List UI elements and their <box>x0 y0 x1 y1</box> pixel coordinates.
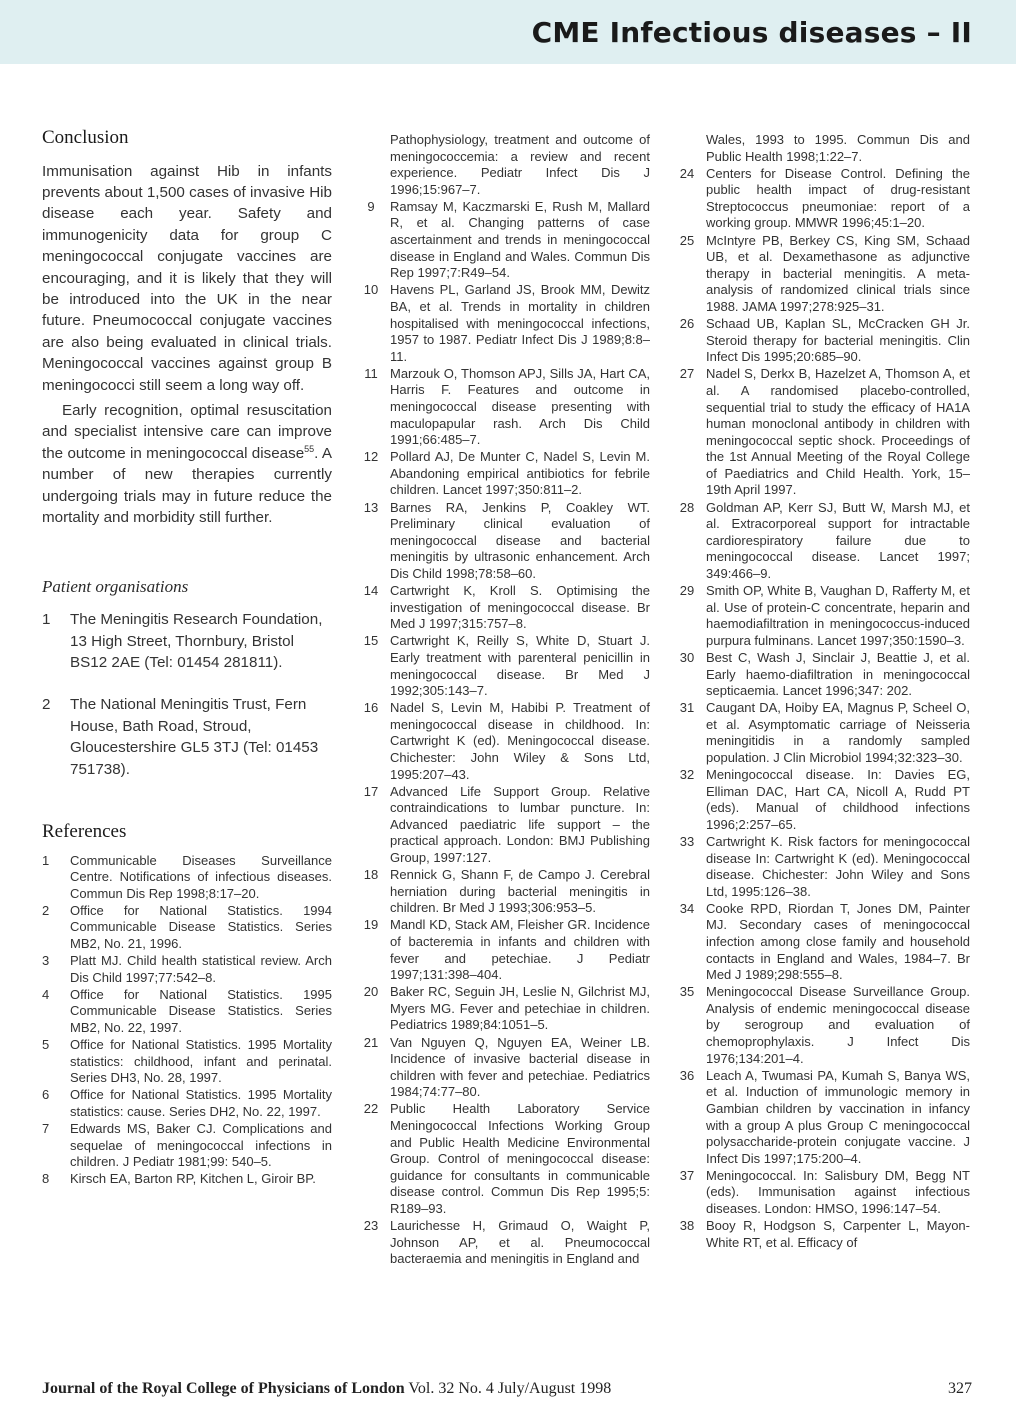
reference-number: 26 <box>679 316 695 332</box>
reference-item <box>676 834 970 900</box>
references-heading: References <box>42 820 127 842</box>
reference-number: 27 <box>679 366 695 382</box>
reference-number: 10 <box>363 282 379 298</box>
reference-number: 6 <box>42 1087 50 1103</box>
reference-number: 31 <box>679 700 695 716</box>
header-banner <box>0 0 1016 64</box>
reference-text: Schaad UB, Kaplan SL, McCracken GH Jr. Steroid therapy for bacterial meningitis. Clin Infect Dis 1995;20:685–90. <box>706 316 970 365</box>
reference-number: 33 <box>679 833 695 849</box>
reference-text: Meningococcal disease. In: Davies EG, Elliman DAC, Hart CA, Nicoll A, Rudd PT (eds). Manual of childhood infections 1996;2:257–65. <box>706 767 970 832</box>
reference-text: Best C, Wash J, Sinclair J, Beattie J, et al. Early haemo-diafiltration in meningococcal septicaemia. Lancet 1996;347: 202. <box>706 649 970 699</box>
reference-number: 7 <box>42 1121 50 1137</box>
reference-text: Smith OP, White B, Vaughan D, Rafferty M, et al. Use of protein-C concentrate, heparin and haemodiafiltration in meningococcus-induced purpura fulminans. Lancet 1997;350:1590–3. <box>706 583 970 648</box>
reference-item <box>42 987 332 1037</box>
reference-text: Cartwright K. Risk factors for meningococcal disease In: Cartwright K (ed). Meningococcal disease. Chichester: John Wiley and Sons Ltd, 1995:126–38. <box>706 833 970 899</box>
reference-item <box>676 1068 970 1168</box>
reference-text: Cartwright K, Kroll S. Optimising the investigation of meningococcal disease. Br Med J 1997;315:757–8. <box>390 583 650 632</box>
reference-text: Barnes RA, Jenkins P, Coakley WT. Preliminary clinical evaluation of meningococcal disease and bacterial meningitis by ultrasonic enhancement. Arch Dis Child 1998;78:58–60. <box>390 499 650 581</box>
reference-item <box>42 1171 332 1188</box>
reference-number: 38 <box>679 1218 695 1234</box>
reference-item <box>360 1218 650 1268</box>
reference-number: 29 <box>679 583 695 599</box>
reference-number: 2 <box>42 902 50 918</box>
reference-text: Nadel S, Levin M, Habibi P. Treatment of meningococcal disease in childhood. In: Cartwright K (ed). Meningococcal disease. Chichester: John Wiley & Sons Ltd, 1995:207–43. <box>390 700 650 782</box>
reference-item <box>42 1037 332 1087</box>
reference-item <box>360 1101 650 1217</box>
reference-text: Baker RC, Seguin JH, Leslie N, Gilchrist MJ, Myers MG. Fever and petechiae in children. Pediatrics 1989;84:1051–5. <box>390 984 650 1033</box>
reference-text: Advanced Life Support Group. Relative contraindications to lumbar puncture. In: Advanced paediatric life support – the practical approach. London: BMJ Publishing Group, 1997:127. <box>390 783 650 866</box>
reference-text: McIntyre PB, Berkey CS, King SM, Schaad UB, et al. Dexamethasone as adjunctive therapy in bacterial meningitis. A meta-analysis of randomized clinical trials since 1988. JAMA 1997;278:925–31. <box>706 232 970 314</box>
column-1 <box>42 127 333 1188</box>
reference-number: 21 <box>363 1034 379 1050</box>
reference-item <box>360 867 650 917</box>
reference-number: 12 <box>363 449 379 465</box>
reference-item <box>360 500 650 583</box>
reference-item <box>360 984 650 1034</box>
references-list <box>676 132 970 1251</box>
reference-item <box>676 650 970 700</box>
reference-text: Ramsay M, Kaczmarski E, Rush M, Mallard R, et al. Changing patterns of case ascertainment and trends in meningococcal disease in England and Wales. Commun Dis Rep 1997;7:R49–54. <box>390 198 650 281</box>
conclusion-text: . A number of new therapies currently undergoing trials may in future reduce the mortality and morbidity still further. <box>42 444 333 527</box>
organisations-list <box>42 609 332 780</box>
reference-number <box>676 132 706 165</box>
reference-item <box>42 1087 332 1120</box>
reference-item <box>676 166 970 232</box>
reference-number: 9 <box>367 198 375 214</box>
reference-text: Wales, 1993 to 1995. Commun Dis and Public Health 1998;1:22–7. <box>706 132 970 164</box>
reference-number: 8 <box>42 1171 50 1187</box>
reference-text: Van Nguyen Q, Nguyen EA, Weiner LB. Incidence of invasive bacterial disease in children with fever and petechiae. Pediatrics 1984;74:77–80. <box>390 1034 650 1100</box>
reference-number: 20 <box>363 984 379 1000</box>
conclusion-text: Early recognition, optimal resuscitation and specialist intensive care can improve the outcome in meningococcal disease <box>42 402 332 462</box>
reference-item <box>360 633 650 699</box>
reference-number <box>360 132 390 198</box>
reference-text: Kirsch EA, Barton RP, Kitchen L, Giroir BP. <box>70 1171 316 1187</box>
reference-number: 34 <box>679 900 695 916</box>
reference-number: 14 <box>363 583 379 599</box>
journal-issue: Vol. 32 No. 4 July/August 1998 <box>404 1380 612 1397</box>
page-number: 327 <box>948 1380 972 1397</box>
reference-item <box>676 316 970 366</box>
reference-item <box>42 903 332 953</box>
reference-text: Havens PL, Garland JS, Brook MM, Dewitz BA, et al. Trends in mortality in children hospitalised with meningococcal infections, 1957 to 1987. Pediatr Infect Dis J 1989;8:8–11. <box>390 282 650 364</box>
reference-item <box>360 784 650 867</box>
reference-item <box>360 917 650 983</box>
reference-text: Communicable Diseases Surveillance Centre. Notifications of infectious diseases. Commun Dis Rep 1998;8:17–20. <box>70 852 332 901</box>
reference-item <box>676 1168 970 1218</box>
reference-item <box>360 583 650 633</box>
references-list <box>42 853 332 1188</box>
reference-item <box>676 366 970 499</box>
reference-text: Marzouk O, Thomson APJ, Sills JA, Hart CA, Harris F. Features and outcome in meningococcal disease presenting with maculopapular rash. Arch Dis Child 1991;66:485–7. <box>390 365 650 448</box>
conclusion-paragraph <box>42 400 332 528</box>
organisation-text: The National Meningitis Trust, Fern House, Bath Road, Stroud, Gloucestershire GL5 3TJ (Tel: 01453 751738). <box>70 696 319 778</box>
reference-number: 25 <box>679 232 695 248</box>
reference-text: Edwards MS, Baker CJ. Complications and sequelae of meningococcal infections in children. J Pediatr 1981;99: 540–5. <box>70 1121 332 1170</box>
reference-number: 35 <box>679 984 695 1000</box>
page-footer <box>42 1380 972 1398</box>
reference-item <box>676 767 970 833</box>
reference-text: Office for National Statistics. 1995 Communicable Disease Statistics. Series MB2, No. 22, 1997. <box>70 986 332 1035</box>
reference-number: 36 <box>679 1067 695 1083</box>
reference-item <box>676 583 970 649</box>
reference-number: 17 <box>363 783 379 799</box>
reference-text: Pollard AJ, De Munter C, Nadel S, Levin M. Abandoning empirical antibiotics for febrile children. Lancet 1997;350:811–2. <box>390 449 650 498</box>
column-3 <box>676 132 970 1252</box>
reference-number: 5 <box>42 1037 50 1053</box>
reference-number: 37 <box>679 1167 695 1183</box>
reference-number: 13 <box>363 499 379 515</box>
reference-item <box>676 984 970 1067</box>
reference-number: 1 <box>42 852 50 868</box>
reference-text: Nadel S, Derkx B, Hazelzet A, Thomson A, et al. A randomised placebo-controlled, sequential trial to study the efficacy of HA1A human monoclonal antibody in children with meningococcal septic shock. Proceedings of the 1st Annual Meeting of the Royal College of Paediatrics and Child Health. York, 15–19th April 1997. <box>706 366 970 498</box>
citation-superscript: 55 <box>304 443 315 454</box>
reference-text: Meningococcal. In: Salisbury DM, Begg NT (eds). Immunisation against infectious diseases. London: HMSO, 1996:147–54. <box>706 1167 970 1216</box>
reference-item <box>676 901 970 984</box>
reference-item <box>360 1035 650 1101</box>
reference-text: Office for National Statistics. 1995 Mortality statistics: cause. Series DH2, No. 22, 1997. <box>70 1087 332 1119</box>
organisation-item <box>42 609 332 673</box>
conclusion-paragraph: Immunisation against Hib in infants prevents about 1,500 cases of invasive Hib disease each year. Safety and immunogenicity data for group C meningococcal conjugate vaccines are encouraging, and it is likely that they will be introduced into the UK in the near future. Pneumococcal conjugate vaccines are also being evaluated in clinical trials. Meningococcal vaccines against group B meningococci still seem a long way off. <box>42 162 332 394</box>
reference-item <box>676 700 970 766</box>
reference-text: Pathophysiology, treatment and outcome of meningococcemia: a review and recent experience. Pediatr Infect Dis J 1996;15:967–7. <box>390 132 650 197</box>
reference-item <box>676 233 970 316</box>
reference-item <box>360 282 650 365</box>
reference-number: 28 <box>679 499 695 515</box>
reference-item <box>42 953 332 986</box>
organisation-text: The Meningitis Research Foundation, 13 High Street, Thornbury, Bristol BS12 2AE (Tel: 01454 281811). <box>70 611 323 671</box>
reference-text: Cartwright K, Reilly S, White D, Stuart J. Early treatment with parenteral penicillin in meningococcal disease. Br Med J 1992;305:143–7. <box>390 633 650 699</box>
reference-number: 23 <box>363 1218 379 1234</box>
reference-text: Booy R, Hodgson S, Carpenter L, Mayon-White RT, et al. Efficacy of <box>706 1218 970 1250</box>
organisation-number: 1 <box>42 611 51 629</box>
reference-number: 19 <box>363 917 379 933</box>
reference-item <box>360 700 650 783</box>
reference-number: 16 <box>363 700 379 716</box>
reference-number: 3 <box>42 953 50 969</box>
reference-item <box>360 366 650 449</box>
reference-item <box>42 1121 332 1171</box>
reference-text: Office for National Statistics. 1994 Communicable Disease Statistics. Series MB2, No. 21, 1996. <box>70 902 332 951</box>
reference-text: Goldman AP, Kerr SJ, Butt W, Marsh MJ, et al. Extracorporeal support for intractable cardiorespiratory failure due to meningococcal disease. Lancet 1997; 349:466–9. <box>706 499 970 581</box>
reference-item <box>360 449 650 499</box>
reference-number: 30 <box>679 649 695 665</box>
journal-name: Journal of the Royal College of Physicians of London <box>42 1380 405 1397</box>
reference-text: Laurichesse H, Grimaud O, Waight P, Johnson AP, et al. Pneumococcal bacteraemia and meningitis in England and <box>390 1218 650 1267</box>
reference-text: Office for National Statistics. 1995 Mortality statistics: childhood, infant and perinatal. Series DH3, No. 28, 1997. <box>70 1037 332 1086</box>
reference-text: Platt MJ. Child health statistical review. Arch Dis Child 1997;77:542–8. <box>70 953 332 985</box>
reference-text: Public Health Laboratory Service Meningococcal Infections Working Group and Public Health Medicine Environmental Group. Control of meningococcal disease: guidance for consultants in communicable disease control. Commun Dis Rep 1995;5: R189–93. <box>390 1101 650 1216</box>
conclusion-heading: Conclusion <box>42 127 129 148</box>
reference-text: Leach A, Twumasi PA, Kumah S, Banya WS, et al. Induction of immunologic memory in Gambian children by vaccination in infancy with a group A plus Group C meningococcal polysaccharide-protein conjugate vaccine. J Infect Dis 1997;175:200–4. <box>706 1067 970 1166</box>
reference-number: 18 <box>363 867 379 883</box>
reference-text: Meningococcal Disease Surveillance Group. Analysis of endemic meningococcal disease by serogroup and evaluation of chemoprophylaxis. J Infect Dis 1976;134:201–4. <box>706 984 970 1066</box>
organisations-heading: Patient organisations <box>42 576 189 596</box>
reference-text: Caugant DA, Hoiby EA, Magnus P, Scheel O, et al. Asymptomatic carriage of Neisseria meningitidis in a randomly sampled population. J Clin Microbiol 1994;32:323–30. <box>706 700 970 765</box>
reference-number: 4 <box>42 986 50 1002</box>
reference-item <box>360 199 650 282</box>
reference-item <box>676 500 970 583</box>
organisation-number: 2 <box>42 696 51 714</box>
reference-item <box>360 132 650 198</box>
reference-text: Cooke RPD, Riordan T, Jones DM, Painter MJ. Secondary cases of meningococcal infection among close family and household contacts in England and Wales, 1984–7. Br Med J 1989;298:555–8. <box>706 900 970 983</box>
reference-text: Rennick G, Shann F, de Campo J. Cerebral herniation during bacterial meningitis in children. Br Med J 1993;306:953–5. <box>390 867 650 916</box>
reference-number: 32 <box>679 767 695 783</box>
reference-item <box>676 132 970 165</box>
reference-item <box>676 1218 970 1251</box>
reference-number: 22 <box>363 1101 379 1117</box>
reference-number: 15 <box>363 633 379 649</box>
reference-item <box>42 853 332 903</box>
reference-number: 24 <box>679 165 695 181</box>
reference-text: Mandl KD, Stack AM, Fleisher GR. Incidence of bacteremia in infants and children with fever and petechiae. J Pediatr 1997;131:398–404. <box>390 917 650 983</box>
column-2 <box>360 132 650 1268</box>
section-title: CME Infectious diseases – II <box>531 16 972 49</box>
references-list <box>360 132 650 1268</box>
organisation-item <box>42 694 332 780</box>
reference-number: 11 <box>364 365 378 381</box>
reference-text: Centers for Disease Control. Defining the public health impact of drug-resistant Streptococcus pneumoniae: report of a working group. MMWR 1996;45:1–20. <box>706 165 970 231</box>
